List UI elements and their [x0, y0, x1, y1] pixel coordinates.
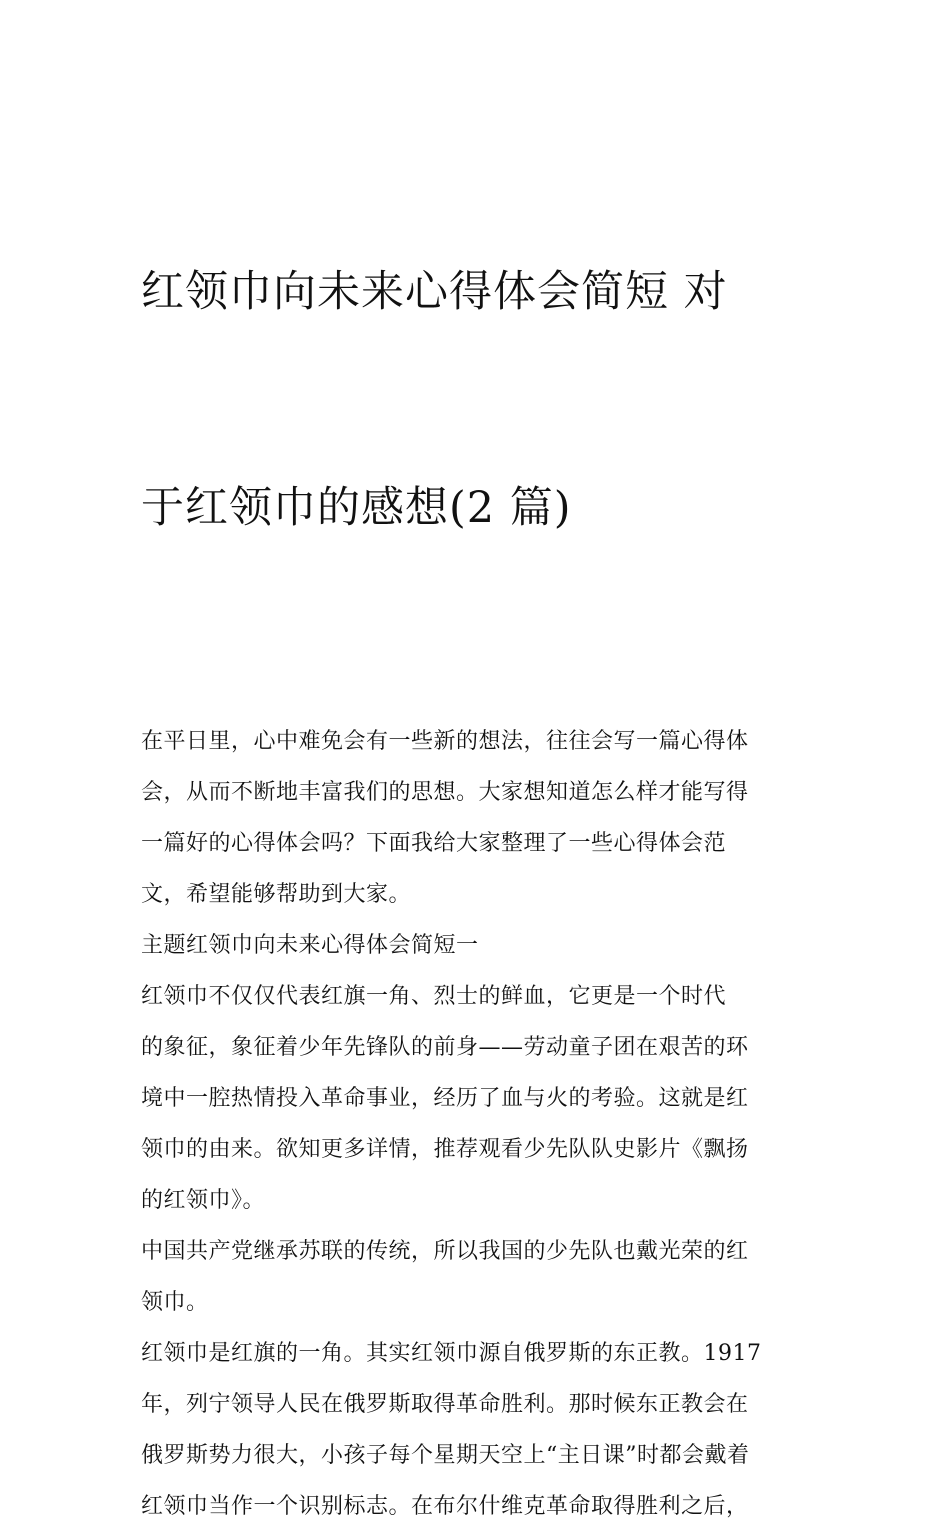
body-paragraph-3 — [141, 1328, 813, 1532]
text-line: 在平日里，心中难免会有一些新的想法，往往会写一篇心得体 — [141, 729, 749, 754]
section-heading — [141, 920, 813, 971]
text-line: 的象征，象征着少年先锋队的前身——劳动童子团在艰苦的环 — [141, 1035, 749, 1060]
title-line-2: 于红领巾的感想(2 篇) — [141, 483, 572, 533]
text-line: 年，列宁领导人民在俄罗斯取得革命胜利。那时候东正教会在 — [141, 1392, 749, 1417]
text-line: 红领巾是红旗的一角。其实红领巾源自俄罗斯的东正教。1917 — [141, 1341, 762, 1366]
title-line-1: 红领巾向未来心得体会简短 对 — [141, 267, 728, 317]
text-line: 俄罗斯势力很大，小孩子每个星期天空上“主日课”时都会戴着 — [141, 1443, 750, 1468]
text-line: 境中一腔热情投入革命事业，经历了血与火的考验。这就是红 — [141, 1086, 749, 1111]
text-line: 一篇好的心得体会吗？下面我给大家整理了一些心得体会范 — [141, 831, 727, 856]
text-line: 主题红领巾向未来心得体会简短一 — [141, 933, 479, 958]
body-paragraph-1 — [141, 971, 813, 1226]
text-line: 领巾的由来。欲知更多详情，推荐观看少先队队史影片《飘扬 — [141, 1137, 749, 1162]
text-line: 文，希望能够帮助到大家。 — [141, 882, 412, 907]
body-paragraph-2 — [141, 1226, 813, 1328]
text-line: 红领巾不仅仅代表红旗一角、烈士的鲜血，它更是一个时代 — [141, 984, 727, 1009]
document-body — [141, 716, 813, 1532]
text-line: 的红领巾》。 — [141, 1188, 266, 1213]
text-line: 红领巾当作一个识别标志。在布尔什维克革命取得胜利之后， — [141, 1494, 749, 1519]
intro-paragraph — [141, 716, 813, 920]
document-page — [141, 112, 813, 1532]
text-line: 领巾。 — [141, 1290, 209, 1315]
text-line: 会，从而不断地丰富我们的思想。大家想知道怎么样才能写得 — [141, 780, 749, 805]
text-line: 中国共产党继承苏联的传统，所以我国的少先队也戴光荣的红 — [141, 1239, 749, 1264]
document-title — [141, 112, 813, 688]
